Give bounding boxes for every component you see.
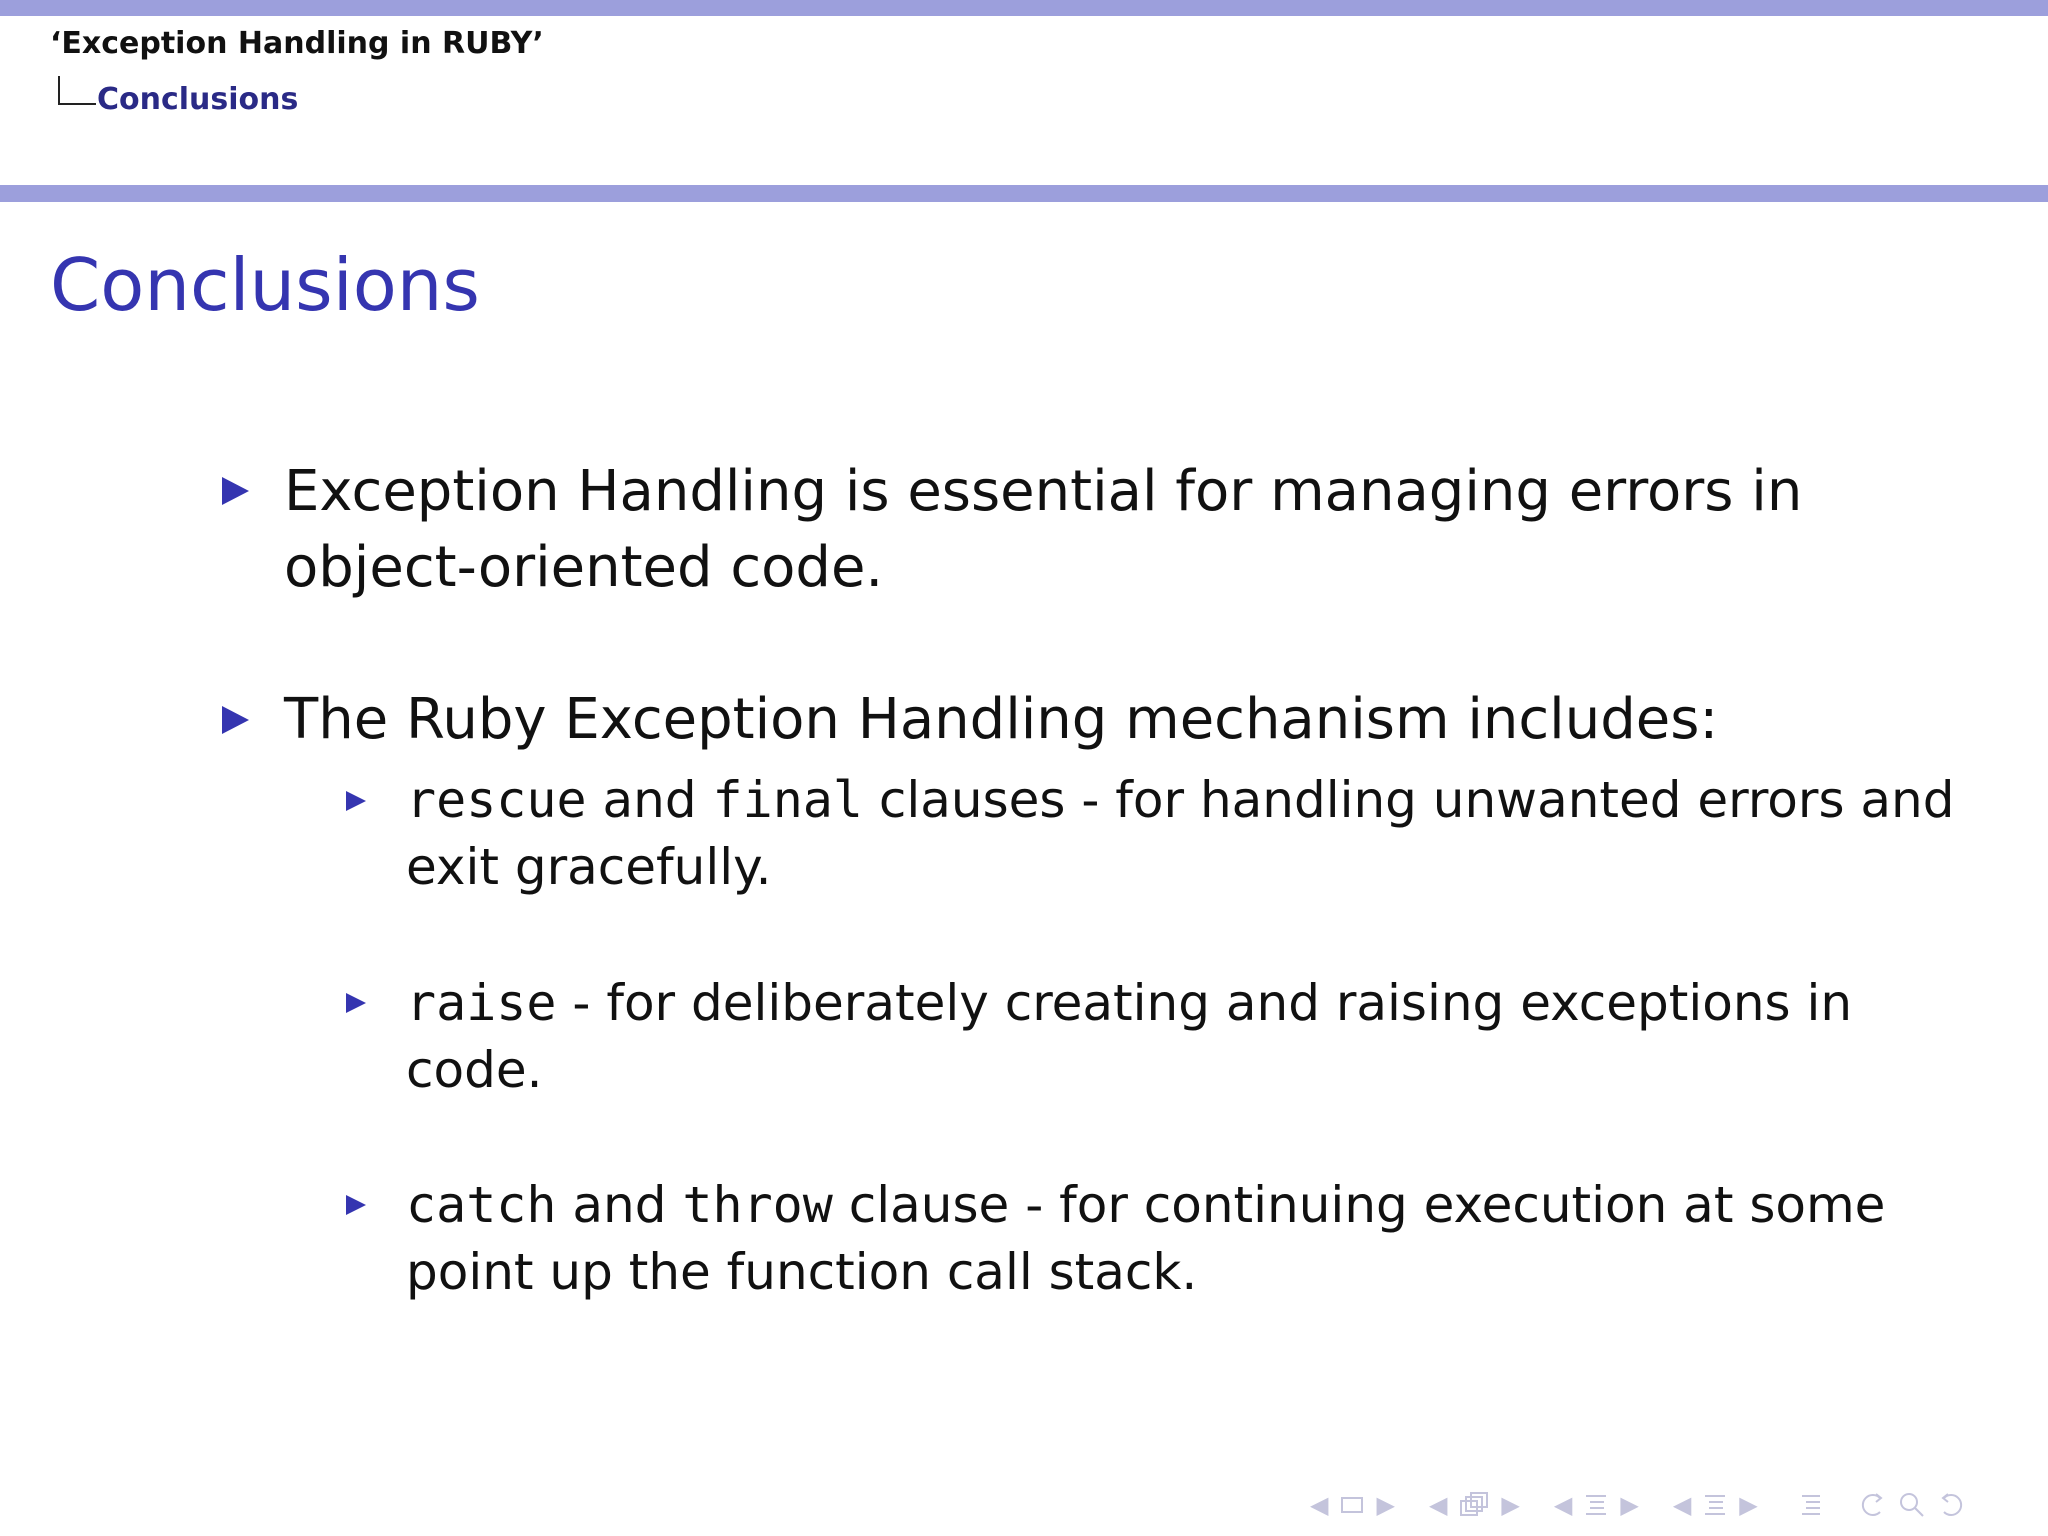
search-icon[interactable] [1898, 1491, 1926, 1519]
prev-frame-icon[interactable]: ◀ [1310, 1491, 1329, 1519]
bullet-line: The Ruby Exception Handling mechanism includes: [284, 687, 1719, 752]
next-document-section-icon[interactable]: ▶ [1739, 1491, 1758, 1519]
sub-bullet-line: raise - for deliberately creating and raising exceptions in [406, 974, 1853, 1032]
next-section-icon[interactable]: ▶ [1620, 1491, 1639, 1519]
sub-bullet-item [406, 767, 1954, 901]
sub-bullet-line: rescue and final clauses - for handling unwanted errors and [406, 771, 1955, 829]
sub-bullet-line: exit gracefully. [406, 838, 772, 896]
presentation-title: ‘Exception Handling in RUBY’ [50, 26, 544, 61]
bullet-triangle-icon [222, 477, 249, 505]
document-section-icon[interactable] [1703, 1492, 1727, 1518]
sub-bullet-triangle-icon [346, 993, 366, 1013]
code-keyword: throw [682, 1176, 833, 1234]
toc-icon[interactable] [1792, 1492, 1822, 1518]
sub-bullet-triangle-icon [346, 791, 366, 811]
header-divider-band [0, 185, 2048, 202]
subsection-icon[interactable] [1459, 1491, 1489, 1519]
navigation-bar [1310, 1488, 1980, 1522]
code-keyword: catch [406, 1176, 557, 1234]
forward-icon[interactable] [1938, 1492, 1968, 1518]
sub-bullet-item [406, 970, 1852, 1104]
sub-bullet-line: catch and throw clause - for continuing execution at some [406, 1176, 1886, 1234]
section-icon[interactable] [1584, 1492, 1608, 1518]
sub-bullet-line: point up the function call stack. [406, 1243, 1198, 1301]
section-link[interactable]: Conclusions [97, 82, 299, 117]
next-subsection-icon[interactable]: ▶ [1501, 1491, 1520, 1519]
prev-section-icon[interactable]: ◀ [1553, 1491, 1573, 1519]
sub-bullet-triangle-icon [346, 1195, 366, 1215]
frame-icon[interactable] [1340, 1495, 1364, 1515]
breadcrumb-elbow [58, 76, 96, 105]
back-icon[interactable] [1856, 1492, 1886, 1518]
prev-document-section-icon[interactable]: ◀ [1672, 1491, 1692, 1519]
bullet-line: Exception Handling is essential for managing errors in [284, 459, 1803, 524]
code-keyword: rescue [406, 771, 587, 829]
bullet-item [284, 682, 1718, 758]
next-frame-icon[interactable]: ▶ [1376, 1491, 1395, 1519]
sub-bullet-item [406, 1172, 1885, 1306]
frame-title: Conclusions [50, 243, 480, 327]
bullet-line: object-oriented code. [284, 535, 884, 600]
code-keyword: raise [406, 974, 557, 1032]
sub-bullet-line: code. [406, 1041, 543, 1099]
top-header-band [0, 0, 2048, 16]
bullet-item [284, 454, 1802, 606]
code-keyword: final [712, 771, 863, 829]
bullet-triangle-icon [222, 706, 249, 734]
prev-subsection-icon[interactable]: ◀ [1428, 1491, 1448, 1519]
